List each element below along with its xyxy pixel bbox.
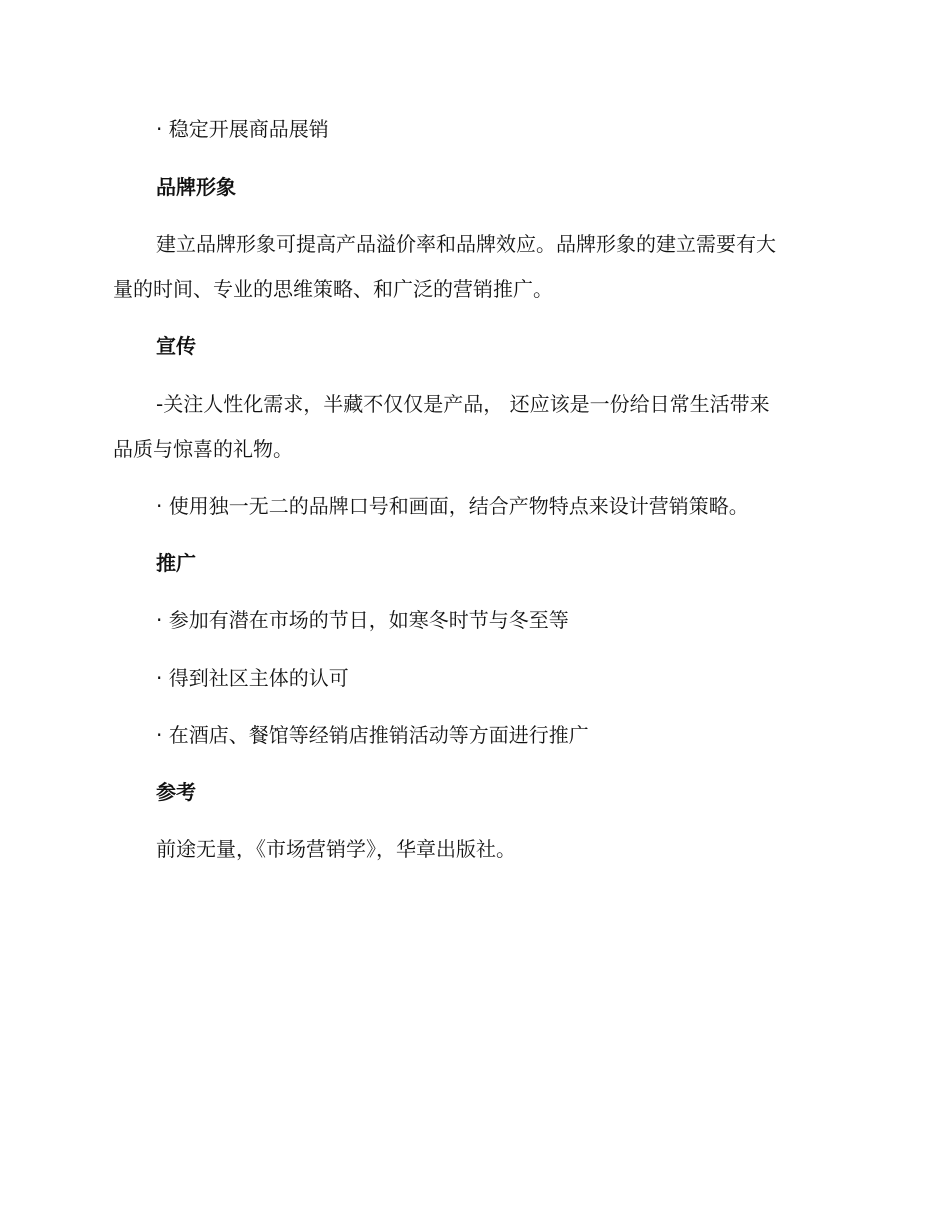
reference-text: 前途无量，《市场营销学》，华章出版社。 — [156, 837, 516, 861]
promotion-item-community: · 得到社区主体的认可 — [156, 666, 349, 690]
heading-publicity: 宣传 — [156, 334, 196, 358]
publicity-item-1-line-2: 品质与惊喜的礼物。 — [113, 437, 293, 461]
brand-paragraph-line-2: 量的时间、专业的思维策略、和广泛的营销推广。 — [113, 277, 553, 301]
publicity-item-2: · 使用独一无二的品牌口号和画面，结合产物特点来设计营销策略。 — [156, 494, 749, 518]
promotion-item-venues: · 在酒店、餐馆等经销店推销活动等方面进行推广 — [156, 723, 589, 747]
promotion-item-festivals: · 参加有潜在市场的节日，如寒冬时节与冬至等 — [156, 608, 569, 632]
bullet-exhibition: · 稳定开展商品展销 — [156, 117, 329, 141]
brand-paragraph-line-1: 建立品牌形象可提高产品溢价率和品牌效应。品牌形象的建立需要有大 — [156, 232, 776, 256]
heading-brand-image: 品牌形象 — [156, 175, 236, 199]
heading-reference: 参考 — [156, 780, 196, 804]
heading-promotion: 推广 — [156, 551, 196, 575]
publicity-item-1-line-1: -关注人性化需求，半藏不仅仅是产品， 还应该是一份给日常生活带来 — [156, 392, 770, 416]
